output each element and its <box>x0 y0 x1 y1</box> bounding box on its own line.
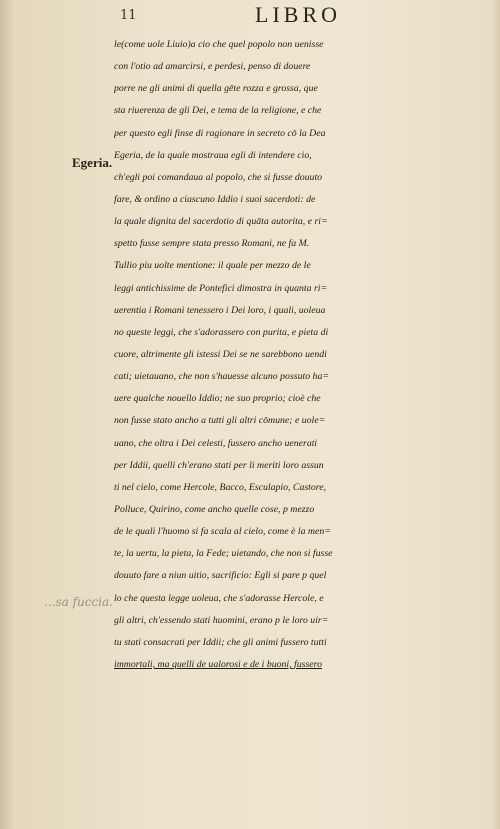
text-line: douuto fare a niun uitio, sacrificio: Egli si pare p quel <box>114 570 327 582</box>
text-line: te, la uertu, la pieta, la Fede; uietando, che non si fusse <box>114 548 333 560</box>
text-line: la quale dignita del sacerdotio di quāta autorita, e ri= <box>114 216 328 228</box>
running-head: LIBRO <box>255 2 341 27</box>
bleed-through-mark: ...sa fuccia. <box>44 595 113 609</box>
text-line: de le quali l'huomo si fa scala al cielo, come è la men= <box>114 526 331 538</box>
text-line: lo che questa legge uoleua, che s'adorasse Hercole, e <box>114 592 324 604</box>
text-line: gli altri, ch'essendo stati huomini, erano p le loro uir= <box>114 614 329 626</box>
text-line: leggi antichissime de Pontefici dimostra in quanta ri= <box>114 282 328 294</box>
text-line: cuore, altrimente gli istessi Dei se ne sarebbono uendi <box>114 348 327 360</box>
text-line: per questo egli finse di ragionare in secreto cō la Dea <box>114 127 326 139</box>
folio-number: 11 <box>120 8 137 23</box>
text-line: uerentia i Romani tenessero i Dei loro, i quali, uoleua <box>114 304 326 316</box>
text-line: no queste leggi, che s'adorassero con purita, e pieta di <box>114 326 329 338</box>
margin-sidenote: Egeria. <box>72 155 113 170</box>
text-line: non fusse stato ancho a tutti gli altri cōmune; e uole= <box>114 415 326 427</box>
text-line: uano, che oltra i Dei celesti, fussero ancho uenerati <box>114 437 318 449</box>
text-line: tu stati consacrati per Iddii; che gli animi fussero tutti <box>114 636 327 648</box>
text-line: fare, & ordino a ciascuno Iddio i suoi sacerdoti: de <box>114 193 316 205</box>
text-line: uere qualche nouello Iddio; ne suo proprio; cioè che <box>114 393 321 405</box>
page-gutter-shadow <box>0 0 14 829</box>
text-line: per Iddii, quelli ch'erano stati per li meriti loro assun <box>114 459 324 471</box>
text-line: con l'otio ad amarcirsi, e perdesi, penso di douere <box>114 61 311 73</box>
text-line: immortali, ma quelli de ualorosi e de i buoni, fussero <box>114 658 322 670</box>
text-line: cati; uietauano, che non s'hauesse alcuno possuto ha= <box>114 371 329 383</box>
body-text <box>114 34 494 676</box>
text-line: Tullio piu uolte mentione: il quale per mezzo de le <box>114 260 311 272</box>
text-line: porre ne gli animi di quella gēte rozza e grossa, que <box>114 83 318 95</box>
text-line: Egeria, de la quale mostraua egli di intendere cio, <box>114 149 312 161</box>
text-line: Polluce, Quirino, come ancho quelle cose, p mezzo <box>114 503 315 515</box>
text-line: ch'egli poi comandaua al popolo, che si fusse douuto <box>114 171 323 183</box>
text-line: ti nel cielo, come Hercole, Bacco, Esculapio, Castore, <box>114 481 327 493</box>
text-line: spetto fusse sempre stata presso Romani, ne fa M. <box>114 238 310 250</box>
text-line: le(come uole Liuio)a cio che quel popolo non uenisse <box>114 39 324 50</box>
text-line: sta riuerenza de gli Dei, e tema de la religione, e che <box>114 105 322 117</box>
